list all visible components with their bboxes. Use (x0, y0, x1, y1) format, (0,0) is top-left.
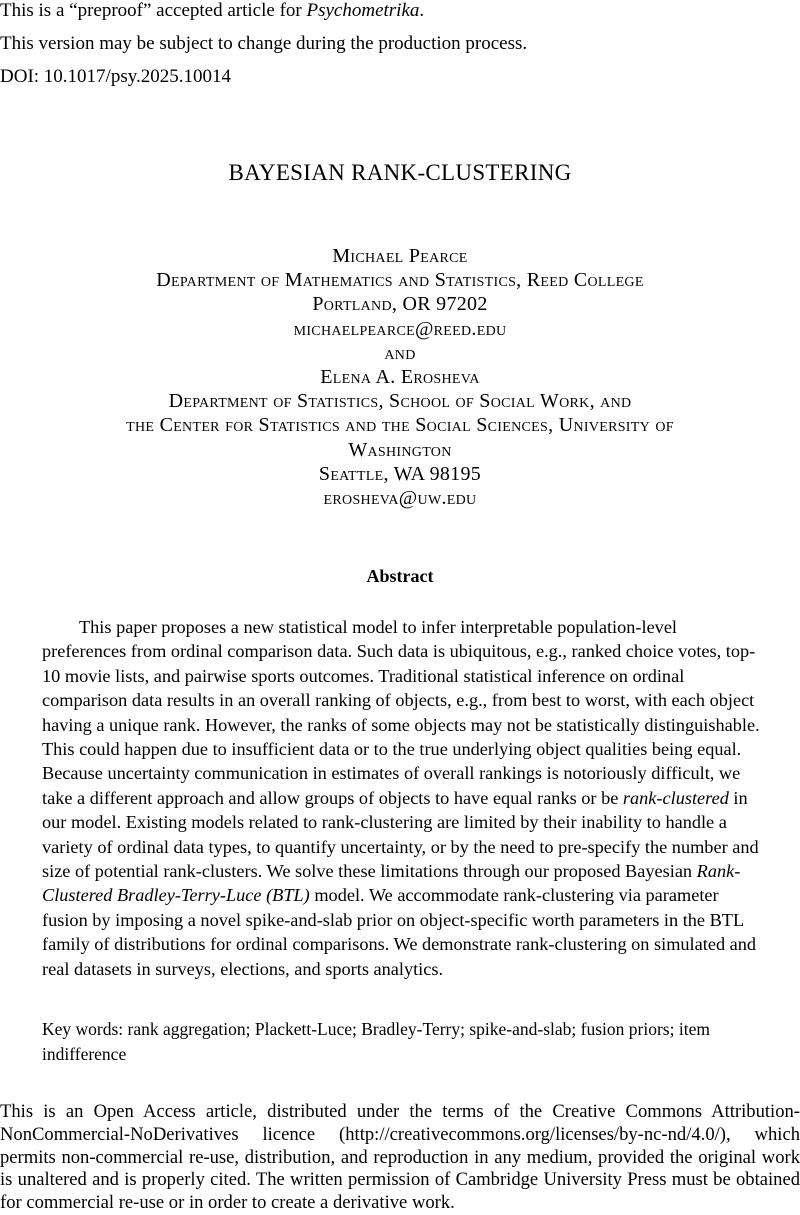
journal-name: Psychometrika (306, 0, 420, 21)
author-block (0, 244, 800, 510)
paper-title: BAYESIAN RANK-CLUSTERING (228, 160, 572, 185)
abstract-italic-1: rank-clustered (622, 787, 729, 808)
author-separator: and (384, 341, 416, 364)
abstract-body (42, 615, 760, 981)
preproof-notice (0, 0, 424, 22)
email-2: erosheva@uw.edu (323, 487, 477, 510)
abstract-text-3: model. We accommodate rank-clustering via parameter fusion by imposing a novel spike-and-slab prior on object-specific worth parameters in the BTL family of distributions for ordinal comparisons. We demonstrate rank-clustering on simulated and real datasets in surveys, elections, and sports analytics. (42, 885, 757, 979)
affiliation-1: Department of Mathematics and Statistics, Reed College (156, 269, 644, 292)
abstract-italic-2: Rank-Clustered Bradley-Terry-Luce (BTL) (42, 861, 741, 906)
preproof-notice-text: This is a “preproof” accepted article for (0, 0, 307, 21)
affiliation-2-line-1: Department of Statistics, School of Social Work, and (168, 390, 632, 413)
abstract-text-1: This paper proposes a new statistical model to infer interpretable population-level preferences from ordinal comparison data. Such data is ubiquitous, e.g., ranked choice votes, top-10 movie lists, and pairwise sports outcomes. Traditional statistical inference on ordinal comparison data results in an overall ranking of objects, e.g., from best to worst, with each object having a unique rank. However, the ranks of some objects may not be statistically distinguishable. This could happen due to insufficient data or to the true underlying object qualities being equal. Because uncertainty communication in estimates of overall rankings is notoriously difficult, we take a different approach and allow groups of objects to have equal ranks or be (42, 617, 760, 808)
author-name-1: Michael Pearce (332, 245, 468, 267)
keywords: Key words: rank aggregation; Plackett-Luce; Bradley-Terry; spike-and-slab; fusion priors; item indifference (42, 1019, 710, 1064)
abstract-heading: Abstract (366, 566, 434, 586)
affiliation-2-line-2: the Center for Statistics and the Social Sciences, University of (126, 414, 674, 437)
email-1: michaelpearce@reed.edu (293, 317, 507, 340)
address-1: Portland, OR 97202 (312, 293, 488, 316)
address-2: Seattle, WA 98195 (318, 462, 482, 485)
doi: DOI: 10.1017/psy.2025.10014 (0, 66, 231, 87)
production-notice: This version may be subject to change during the production process. (0, 33, 528, 54)
abstract-text-2: in our model. Existing models related to rank-clustering are limited by their inability to handle a variety of ordinal data types, to quantify uncertainty, or by the need to pre-specify the number and size of potential rank-clusters. We solve these limitations through our proposed Bayesian (42, 787, 759, 882)
author-name-2: Elena A. Erosheva (320, 366, 480, 389)
affiliation-2-line-3: Washington (348, 438, 452, 461)
preproof-notice-period: . (419, 0, 425, 21)
license-notice: This is an Open Access article, distributed under the terms of the Creative Commons Attribution-NonCommercial-NoDerivatives licence (http://creativecommons.org/licenses/by-nc-nd/4.0/), which permits non-commercial re-use, distribution, and reproduction in any medium, provided the original work is unaltered and is properly cited. The written permission of Cambridge University Press must be obtained for commercial re-use or in order to create a derivative work. (0, 1101, 800, 1214)
